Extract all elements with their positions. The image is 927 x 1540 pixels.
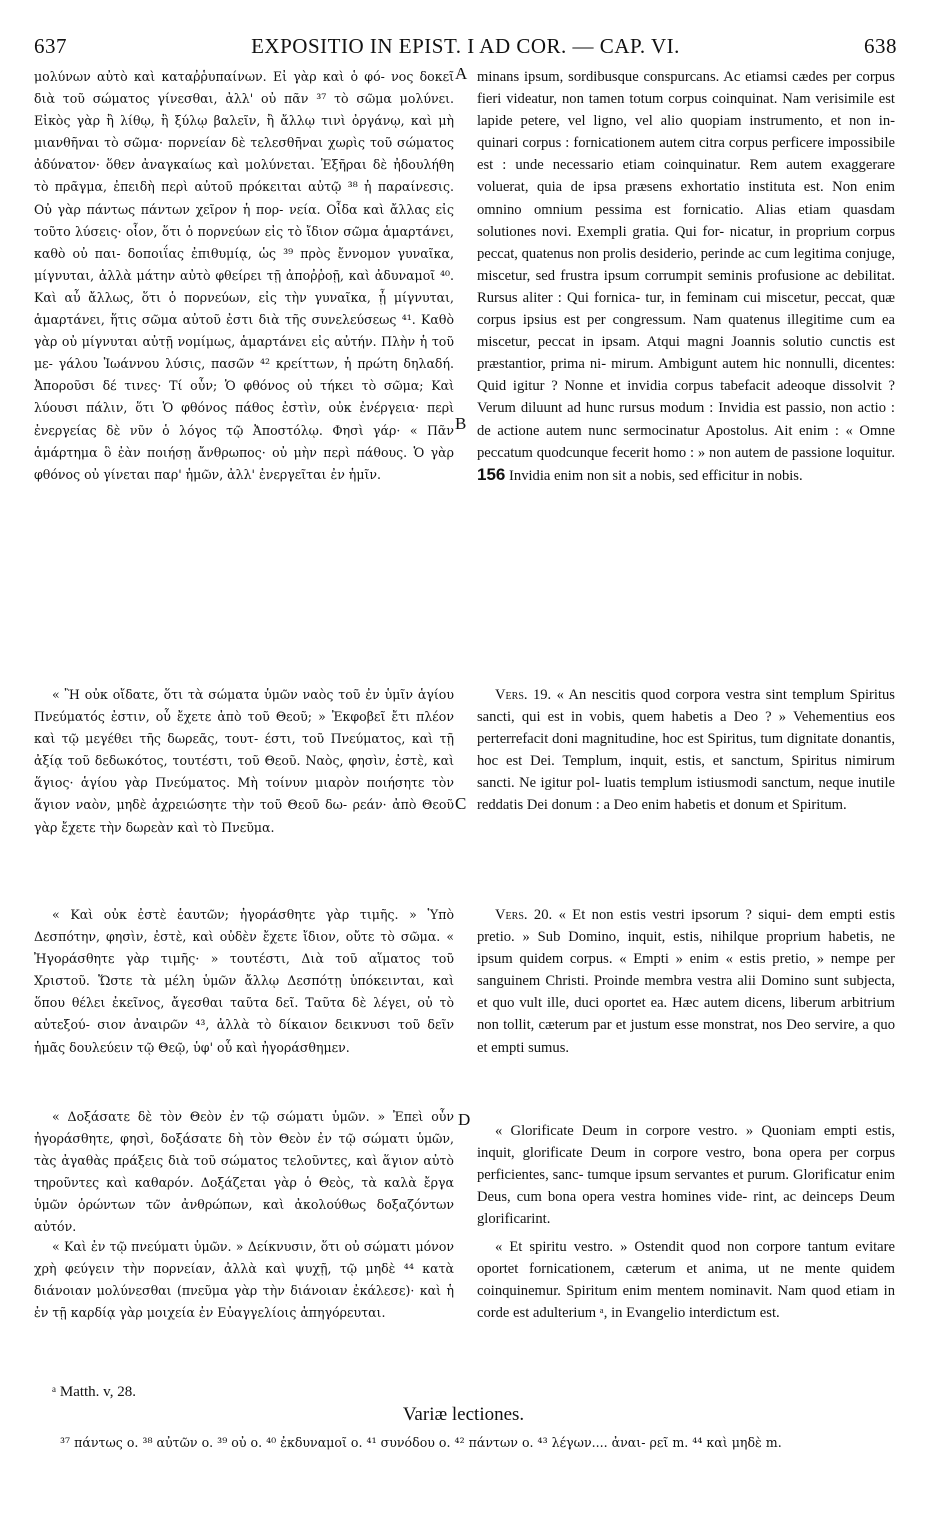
latin-column-glorificate	[477, 1120, 895, 1230]
verse-19-text: « An nescitis quod corpora vestra sint templum Spiritus sancti, qui est in vobis, quem habetis a Deo ? » Vehementius eos perterrefacit doni magnitudine, hoc est Spiritus, tum dignitate donantis, hoc est Dei. Templum, inquit, estis, et sanctum, Spiritus nimirum sancti. Ne igitur pol- luatis templum istiusmodi sanctum, neque inutile reddatis Dei donum : a Deo enim habetis et donum et Spiritum.	[477, 687, 895, 814]
margin-letter-d: D	[458, 1110, 471, 1129]
verse-20-text: « Et non estis vestri ipsorum ? siqui- dem empti estis pretio. » Sub Domino, inquit, estis, nihilque proprium habetis, ne ipsum quidem corpus. « Empti » enim « estis pretio, » nempe per sanguinem Christi. Proinde membra vestra alii Domino sunt subjecta, et quo vult ille, duci oportet ea. Hæc autem dicens, liberum arbitrium non tollit, cæterum par et justum esse monstrat, nos Deo servire, a quo et empti sumus.	[477, 907, 896, 1056]
latin-paragraph-1-text: minans ipsum, sordibusque conspurcans. Ac etiamsi cædes per corpus fieri videatur, non tamen totum corpus coinquinat. Nam verisimile est lapide petere, vel ligno, vel alio quopiam instrumento, et non in- quinari corpus : fornicationem autem citra corpus perficere impossibile est : unde necessario etiam coinquinatur. Rem autem exaggerare voluerat, quia de ipsa præsens exhortatio instituta est. Non enim omnino omnium pessima est fornicatio. Alias etiam quasdam solutiones novi. Exempli gratia. Qui for- nicatur, in proprium corpus peccat, quatenus non prolis desiderio, perinde ac cum legitima conjuge, miscetur, sed frustra ipsum corrumpit seminis profusione ac debilitat. Rursus aliter : Qui fornica- tur, in feminam cui miscetur, peccat, quæ corpus ipsius est per congressum. Nam quatenus illegitime cum ea miscetur, peccat in ipsam. Atqui magni Joannis solutio cunctis est præstantior, prima ni- mirum. Ambigunt autem hic nonnulli, dicentes: Quid igitur ? Nonne et invidia corpus tabefacit adeoque dissolvit ? Verum diluunt ad hunc rursus modum : Invidia est passio, non actio : de actione autem nunc sermocinatur Apostolus. Ait enim : « Omne peccatum quodcunque fecerit homo : » non autem de passione loquitur.	[477, 69, 895, 461]
right-page-number: 638	[864, 34, 897, 58]
verse-19-label: Vers. 19.	[495, 687, 552, 703]
running-title: EXPOSITIO IN EPIST. I AD COR. — CAP. VI.	[251, 34, 680, 58]
verse-20-label: Vers. 20.	[495, 907, 553, 923]
latin-column-spiritu	[477, 1236, 895, 1324]
variae-lectiones-title: Variæ lectiones.	[402, 1404, 525, 1425]
greek-column-verse20c	[34, 1236, 454, 1324]
latin-paragraph-3	[477, 904, 895, 1059]
greek-column-verse19	[34, 684, 454, 839]
latin-column-verse19	[477, 684, 895, 817]
greek-paragraph-1: μολύνων αὐτὸ καὶ καταῤῥυπαίνων. Εἰ γὰρ καὶ ὁ φό- νος δοκεῖ διὰ τοῦ σώματος γίνεσθαι, ἀλλ' οὐ πᾶν ³⁷ τὸ σῶμα μολύνει. Εἰκὸς γὰρ ἢ λίθῳ, ἢ ξύλῳ βαλεῖν, ἢ ἄλλῳ τινὶ ὀργάνῳ, καὶ μὴ μιανθῆναι τὸ σῶμα· πορνείαν δὲ τελεσθῆναι χωρὶς τοῦ σώματος ἀδύνατον· ὅθεν ἀναγκαίως καὶ μολύνεται. Ἐξῆραι δὲ ἠδουλήθη τὸ πρᾶγμα, ἐπειδὴ περὶ αὐτοῦ πρόκειται αὐτῷ ³⁸ ἡ παραίνεσις. Οὐ γὰρ πάντως πάντων χεῖρον ἡ πορ- νεία. Οἶδα καὶ ἄλλας εἰς τοῦτο λύσεις· οἷον, ὅτι ὁ πορνεύων εἰς τὸ ἴδιον σῶμα ἁμαρτάνει, καθὸ οὐ παι- δοποιΐας ἐπιθυμίᾳ, ὡς ³⁹ πρὸς ἔννομον γυναῖκα, μίγνυται, ἀλλὰ μάτην αὐτὸ φθείρει τῇ ἀποῤῥοῇ, καὶ ἀδυναμοῖ ⁴⁰. Καὶ αὖ ἄλλως, ὅτι ὁ πορνεύων, εἰς τὴν γυναῖκα, ᾗ μίγνυται, ἁμαρτάνει, ἥτις σῶμα αὐτοῦ ἐστι διὰ τῆς συνελεύσεως ⁴¹. Καθὸ γὰρ οὐ μίγνυται αὐτῇ νομίμως, ἁμαρτάνει εἰς αὐτήν. Πλὴν ἡ τοῦ με- γάλου Ἰωάννου λύσις, πασῶν ⁴² κρείττων, ἡ πρώτη δηλαδή. Ἀποροῦσι δέ τινες· Τί οὖν; Ὁ φθόνος οὐ τήκει τὸ σῶμα; Καὶ λύουσι πάλιν, ὅτι Ὁ φθόνος πάθος ἐστὶν, οὐκ ἐνέργεια· περὶ ἐνεργείας δὲ νῦν ὁ λόγος τῷ Ἀποστόλῳ. Φησὶ γάρ· « Πᾶν ἁμάρτημα ὃ ἐὰν ποιήσῃ ἄνθρωπος· οὐ μὴν περὶ πάθους. Ὁ γὰρ φθόνος οὐ γίνεται παρ' ἡμῶν, ἀλλ' ἐνεργεῖται ἐν ἡμῖν.	[34, 69, 454, 482]
variae-lectiones-text: ³⁷ πάντως ο. ³⁸ αὐτῶν ο. ³⁹ οὐ ο. ⁴⁰ ἐκδυναμοῖ ο. ⁴¹ συνόδου ο. ⁴² πάντων ο. ⁴³ λέγων.... ἀναι- ρεῖ m. ⁴⁴ καὶ μηδὲ m.	[60, 1435, 782, 1450]
margin-letter-a: A	[455, 64, 468, 83]
margin-letter-c: C	[455, 794, 467, 813]
latin-paragraph-1-end: Invidia enim non sit a nobis, sed efficitur in nobis.	[509, 467, 803, 484]
greek-paragraph-5: « Καὶ ἐν τῷ πνεύματι ὑμῶν. » Δείκνυσιν, ὅτι οὐ σώματι μόνον χρὴ φεύγειν τὴν πορνείαν, ἀλλὰ καὶ ψυχῇ, τῷ μηδὲ ⁴⁴ κατὰ διάνοιαν μολύνεσθαι (πνεῦμα γὰρ τὴν διάνοιαν ἐκάλεσε)· καὶ ἡ ἐν τῇ καρδίᾳ γὰρ μοιχεία ἐν Εὐαγγελίοις ἀπηγόρευται.	[34, 1239, 454, 1321]
footnote: ᵃ Matth. v, 28.	[52, 1384, 136, 1400]
greek-column-verse20	[34, 904, 454, 1059]
greek-column-verse20b	[34, 1106, 454, 1239]
latin-column	[477, 66, 895, 487]
greek-paragraph-4: « Δοξάσατε δὲ τὸν Θεὸν ἐν τῷ σώματι ὑμῶν. » Ἐπεὶ οὖν ἠγοράσθητε, φησὶ, δοξάσατε δὴ τὸν Θεὸν ἐν τῷ σώματι ὑμῶν, τὰς ἀγαθὰς πράξεις διὰ τοῦ σώματος τελοῦντες, καὶ ἅγιον αὐτὸ τηροῦντες καὶ καθαρόν. Δοξάζεται γὰρ ὁ Θεὸς, τὰ καλὰ ἔργα ὑμῶν ὁρώντων τῶν ἀνθρώπων, καὶ ἀκολούθως δοξαζόντων αὐτόν.	[34, 1109, 454, 1235]
margin-letter-b: B	[455, 414, 467, 433]
column-number: 156	[477, 464, 506, 484]
greek-column	[34, 66, 454, 486]
greek-paragraph-3: « Καὶ οὐκ ἐστὲ ἑαυτῶν; ἠγοράσθητε γὰρ τιμῆς. » Ὑπὸ Δεσπότην, φησὶν, ἐστὲ, καὶ οὐδὲν ἔχετε ἴδιον, οὔτε τὸ σῶμα. « Ἠγοράσθητε γὰρ τιμῆς· » τουτέστι, Διὰ τοῦ αἵματος τοῦ Χριστοῦ. Ὥστε τὰ μέλη ὑμῶν ἄλλῳ Δεσπότῃ ὑπόκεινται, καὶ ὅπου θέλει ἐκεῖνος, ἄγεσθαι ταῦτα δεῖ. Ταῦτα δὲ λέγει, οὐ τὸ αὐτεξού- σιον ἀναιρῶν ⁴³, ἀλλὰ τὸ δίκαιον δεικνυσι τοῦ δεῖν ἡμᾶς δουλεύειν τῷ Θεῷ, ὑφ' οὗ καὶ ἠγοράσθημεν.	[34, 907, 454, 1055]
latin-paragraph-1	[477, 66, 895, 487]
left-page-number: 637	[34, 34, 67, 58]
page-header	[34, 34, 897, 64]
latin-paragraph-5: « Et spiritu vestro. » Ostendit quod non corpore tantum evitare oportet fornicationem, cæterum et anima, ut ne mente quidem coinquinemur. Spiritum enim mentem nominavit. Nam quod etiam in corde est adulterium ᵃ, in Evangelio interdictum est.	[477, 1239, 895, 1322]
latin-paragraph-2	[477, 684, 895, 817]
latin-column-verse20	[477, 904, 895, 1059]
greek-paragraph-2: « Ἢ οὐκ οἴδατε, ὅτι τὰ σώματα ὑμῶν ναὸς τοῦ ἐν ὑμῖν ἁγίου Πνεύματός ἐστιν, οὗ ἔχετε ἀπὸ τοῦ Θεοῦ; » Ἐκφοβεῖ ἔτι πλέον καὶ τῷ μεγέθει τῆς δωρεᾶς, τουτ- έστι, τοῦ Πνεύματος, καὶ τῇ ἀξίᾳ τοῦ δεδωκότος, τουτέστι, τοῦ Θεοῦ. Ναὸς, φησὶν, ἐστὲ, καὶ ἅγιος· ἁγίου γὰρ Πνεύματος. Μὴ τοίνυν μιαρὸν ποιήσητε τὸν ἅγιον ναὸν, μηδὲ ἀχρειώσητε τὴν τοῦ Θεοῦ δω- ρεάν· ἀπὸ Θεοῦ γὰρ ἔχετε τὴν δωρεὰν καὶ τὸ Πνεῦμα.	[34, 687, 454, 835]
latin-paragraph-4: « Glorificate Deum in corpore vestro. » Quoniam empti estis, inquit, glorificate Deum in corpore vestro, bona opera per corpus perficientes, sanc- tumque ipsum servantes et purum. Glorificatur enim Deus, cum bona opera vestra homines vide- rint, ac deinceps Deum glorificarint.	[477, 1123, 895, 1228]
